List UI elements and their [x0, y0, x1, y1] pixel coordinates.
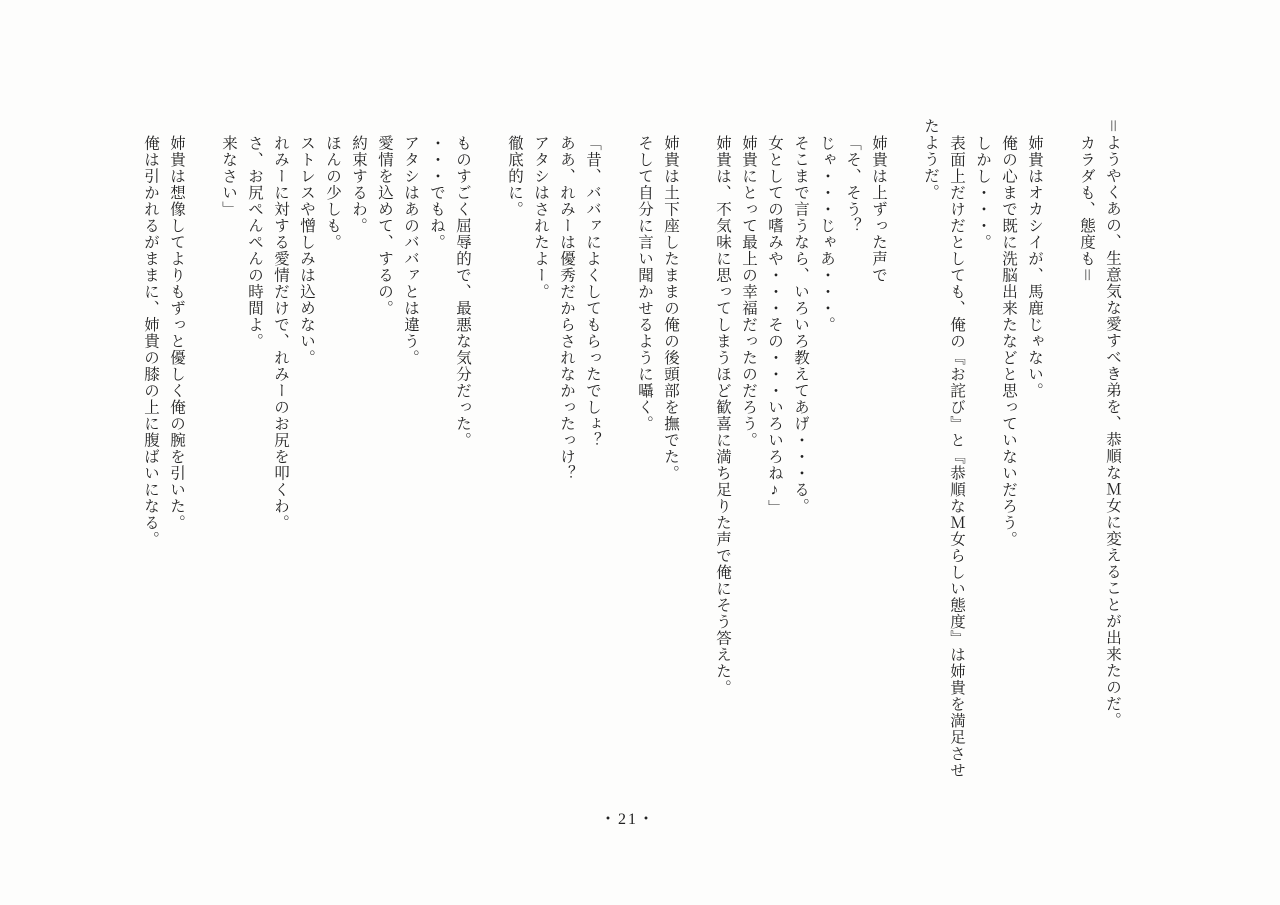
text-column: そこまで言うなら、いろいろ教えてあげ・・・る。 — [792, 135, 809, 515]
text-column: じゃ・・・じゃあ・・・。 — [818, 135, 835, 333]
text-column: 約束するわ。 — [350, 135, 367, 234]
text-column: アタシはあのババァとは違う。 — [402, 135, 419, 366]
column-gap — [481, 118, 497, 128]
text-column: ＝ようやくあの、生意気な愛すべき弟を、恭順なＭ女に変えることが出来たのだ。 — [1104, 118, 1121, 729]
text-column: 姉貴は、不気味に思ってしまうほど歓喜に満ち足りた声で俺にそう答えた。 — [714, 135, 731, 696]
text-column: 姉貴はオカシイが、馬鹿じゃない。 — [1026, 135, 1043, 399]
text-column: 表面上だけだとしても、俺の『お詫び』と『恭順なＭ女らしい態度』は姉貴を満足させ — [948, 135, 965, 779]
text-column: 徹底的に。 — [506, 135, 523, 218]
column-gap — [195, 118, 211, 128]
text-block — [131, 118, 1121, 818]
text-column: たようだ。 — [922, 118, 939, 201]
column-gap — [689, 118, 705, 128]
text-column: ああ、れみーは優秀だからされなかったっけ？ — [558, 135, 575, 482]
column-gap — [897, 118, 913, 128]
text-column: 姉貴は上ずった声で — [870, 135, 887, 284]
text-column: しかし・・・。 — [974, 135, 991, 251]
text-column: 「そ、そう？ — [844, 135, 861, 234]
text-column: ものすごく屈辱的で、最悪な気分だった。 — [454, 135, 471, 449]
text-column: 姉貴にとって最上の幸福だったのだろう。 — [740, 135, 757, 449]
text-column: アタシはされたよー。 — [532, 135, 549, 300]
text-column: 愛情を込めて、するの。 — [376, 135, 393, 317]
column-gap — [611, 118, 627, 128]
text-column: そして自分に言い聞かせるように囁く。 — [636, 135, 653, 432]
text-column: れみーに対する愛情だけで、れみーのお尻を叩くわ。 — [272, 135, 289, 531]
page-number: ・21・ — [599, 811, 656, 828]
text-column: ほんの少しも。 — [324, 135, 341, 251]
text-column: 姉貴は想像してよりもずっと優しく俺の腕を引いた。 — [168, 135, 185, 531]
text-column: 来なさい」 — [220, 135, 237, 218]
text-column: ・・・でもね。 — [428, 135, 445, 251]
text-column: 姉貴は土下座したままの俺の後頭部を撫でた。 — [662, 135, 679, 482]
text-column: ストレスや憎しみは込めない。 — [298, 135, 315, 366]
text-column: 女としての嗜みや・・・その・・・いろいろね♪」 — [766, 135, 783, 516]
text-column: 「昔、ババァによくしてもらったでしょ？ — [584, 135, 601, 449]
text-column: 俺の心まで既に洗脳出来たなどと思っていないだろう。 — [1000, 135, 1017, 548]
text-column: カラダも、態度も＝ — [1078, 135, 1095, 284]
column-gap — [1053, 118, 1069, 128]
text-column: さ、お尻ぺんぺんの時間よ。 — [246, 135, 263, 350]
text-column: 俺は引かれるがままに、姉貴の膝の上に腹ばいになる。 — [142, 135, 159, 548]
